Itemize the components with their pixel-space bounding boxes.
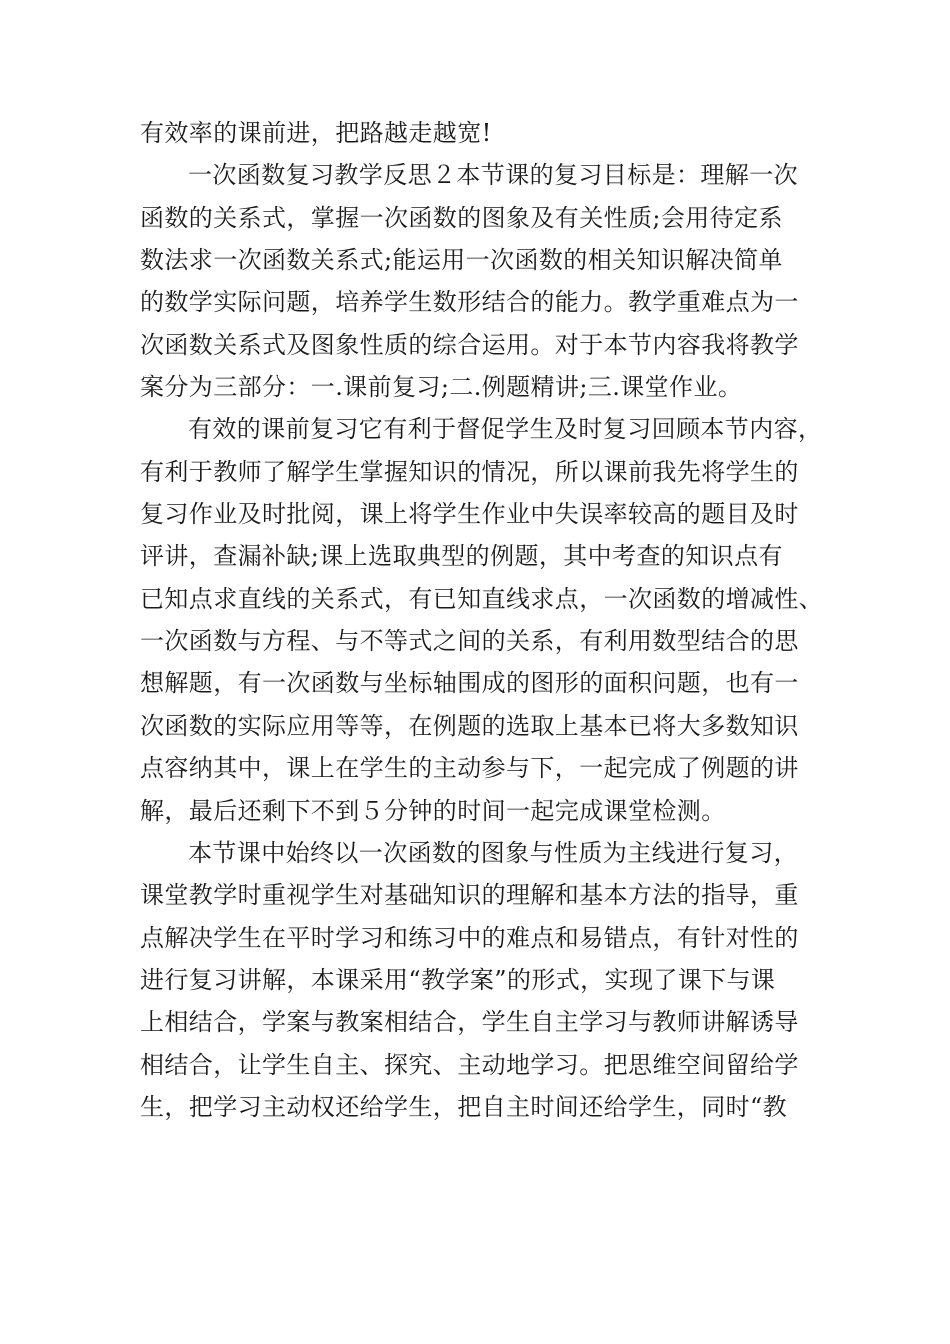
text-line-22: 上相结合，学案与教案相结合，学生自主学习与教师讲解诱导 (140, 1008, 799, 1037)
text-line-19: 课堂教学时重视学生对基础知识的理解和基本方法的指导，重 (140, 881, 799, 910)
text-line-17: 解，最后还剩下不到５分钟的时间一起完成课堂检测。 (140, 796, 726, 825)
text-line-10: 复习作业及时批阅，课上将学生作业中失误率较高的题目及时 (140, 500, 799, 529)
text-line-24: 生，把学习主动权还给学生，把自主时间还给学生，同时“教 (140, 1092, 788, 1121)
text-line-2: 一次函数复习教学反思２本节课的复习目标是：理解一次 (188, 161, 798, 190)
text-line-16: 点容纳其中，课上在学生的主动参与下，一起完成了例题的讲 (140, 754, 799, 783)
text-line-1: 有效率的课前进，把路越走越宽! (140, 119, 492, 147)
text-line-12: 已知点求直线的关系式，有已知直线求点，一次函数的增减性、 (140, 584, 824, 613)
text-line-18: 本节课中始终以一次函数的图象与性质为主线进行复习， (188, 838, 798, 867)
text-line-3: 函数的关系式，掌握一次函数的图象及有关性质;会用待定系 (140, 203, 783, 232)
text-line-21: 进行复习讲解，本课采用“教学案”的形式，实现了课下与课 (140, 965, 776, 994)
text-line-20: 点解决学生在平时学习和练习中的难点和易错点，有针对性的 (140, 923, 799, 952)
text-line-23: 相结合，让学生自主、探究、主动地学习。把思维空间留给学 (140, 1050, 799, 1079)
text-line-4: 数法求一次函数关系式;能运用一次函数的相关知识解决简单 (140, 246, 783, 275)
text-line-9: 有利于教师了解学生掌握知识的情况，所以课前我先将学生的 (140, 457, 799, 486)
text-line-5: 的数学实际问题，培养学生数形结合的能力。教学重难点为一 (140, 288, 799, 317)
text-line-6: 次函数关系式及图象性质的综合运用。对于本节内容我将教学 (140, 330, 799, 359)
text-line-13: 一次函数与方程、与不等式之间的关系，有利用数型结合的思 (140, 627, 799, 656)
text-line-11: 评讲，查漏补缺;课上选取典型的例题，其中考查的知识点有 (140, 542, 783, 571)
text-line-14: 想解题，有一次函数与坐标轴围成的图形的面积问题，也有一 (140, 669, 799, 698)
text-line-15: 次函数的实际应用等等，在例题的选取上基本已将大多数知识 (140, 711, 799, 740)
text-line-8: 有效的课前复习它有利于督促学生及时复习回顾本节内容， (188, 415, 823, 444)
document-body (140, 112, 840, 1128)
text-line-7: 案分为三部分：一.课前复习;二.例题精讲;三.课堂作业。 (140, 373, 743, 402)
